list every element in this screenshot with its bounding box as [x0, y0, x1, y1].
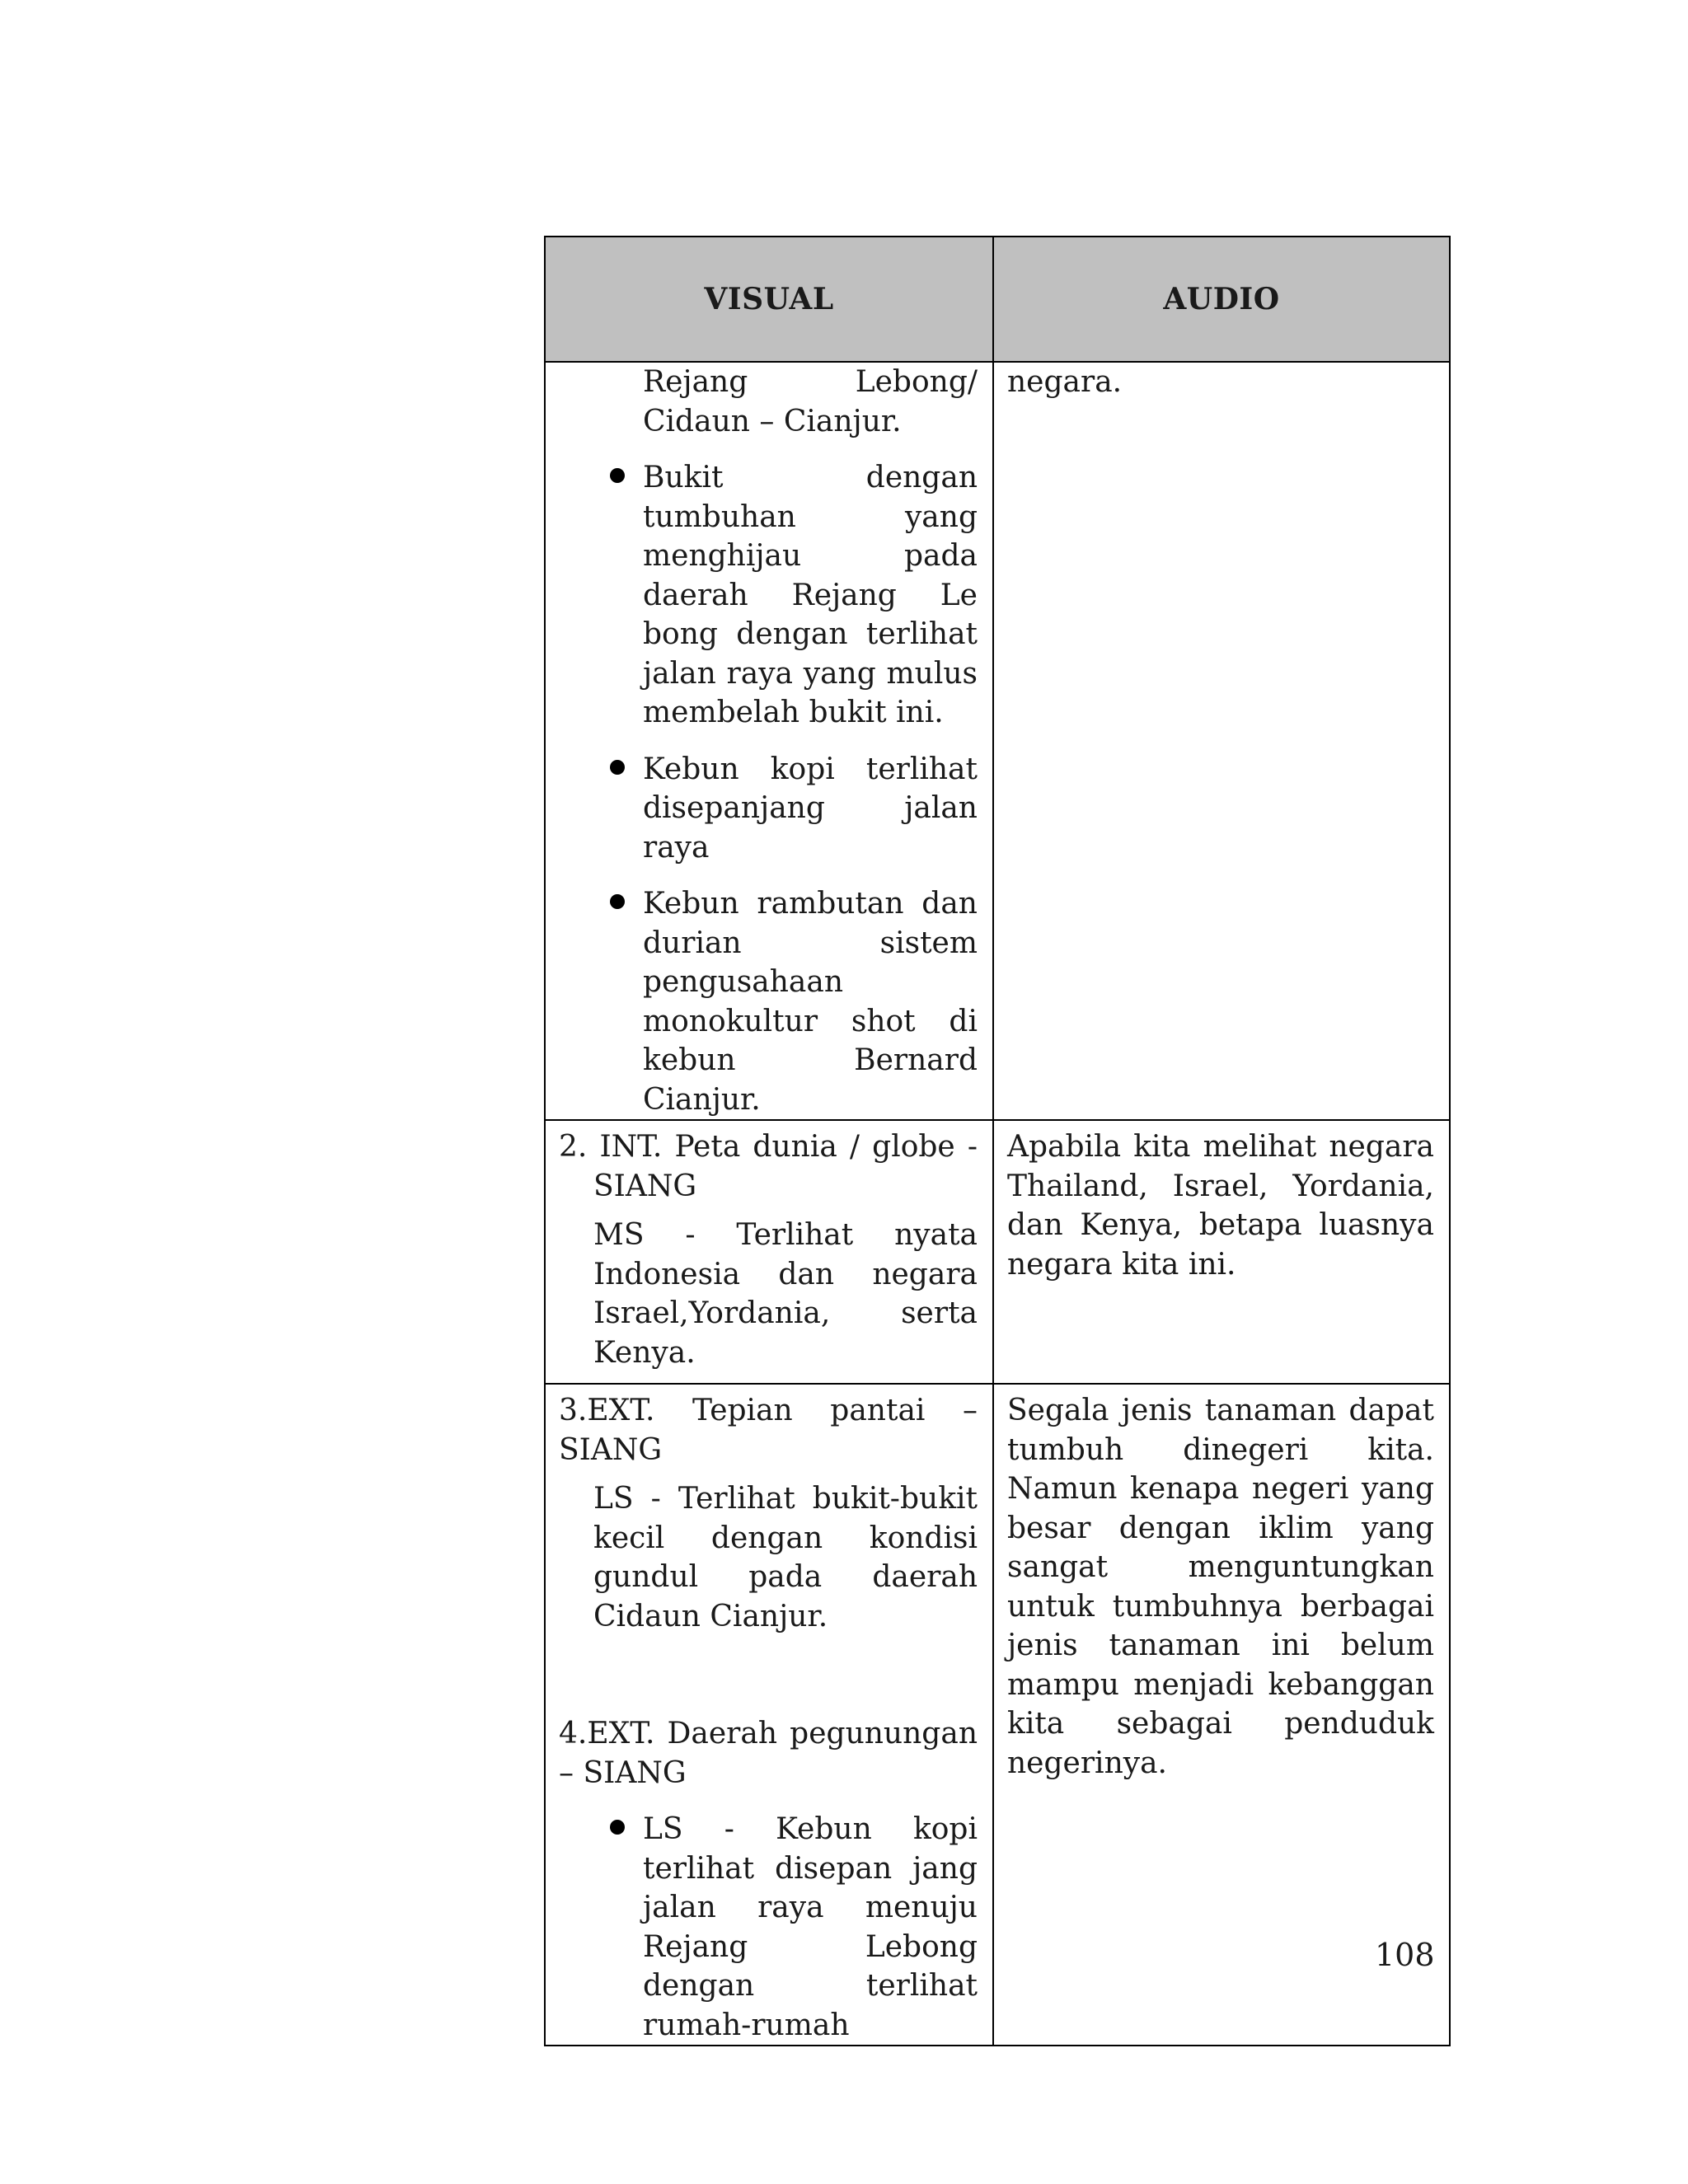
- bullet-text: Bukit dengan tumbuhan yang menghijau pada daerah Rejang Le bong dengan terlihat jalan raya yang mulus membelah bukit ini.: [643, 461, 978, 729]
- list-item: [559, 458, 978, 733]
- bullet-icon: [610, 760, 625, 775]
- bullet-icon: [610, 1820, 625, 1835]
- visual-column-header: VISUAL: [545, 237, 993, 362]
- visual-cell: [545, 362, 993, 1120]
- visual-bullet-list: [559, 1810, 978, 2045]
- table-row: [545, 362, 1450, 1120]
- list-item: [559, 1810, 978, 2045]
- audio-text: negara.: [1007, 365, 1123, 399]
- visual-bullet-list: [559, 458, 978, 1119]
- table-header-row: [545, 237, 1450, 362]
- scene-heading: 2. INT. Peta dunia / globe - SIANG: [559, 1130, 978, 1203]
- audio-cell: [993, 1120, 1450, 1384]
- scene-description: MS - Terlihat nyata Indonesia dan negara Israel,Yordania, serta Kenya.: [593, 1218, 978, 1370]
- bullet-icon: [610, 894, 625, 909]
- bullet-text: LS - Kebun kopi terlihat disepan jang jalan raya menuju Rejang Lebong dengan terlihat rumah-rumah: [643, 1812, 978, 2042]
- audio-text: Segala jenis tanaman dapat tumbuh dinegeri kita. Namun kenapa negeri yang besar dengan iklim yang sangat menguntungkan untuk tumbuhnya berbagai jenis tanaman ini belum mampu menjadi kebanggan kita sebagai penduduk negerinya.: [1007, 1394, 1434, 1780]
- visual-cell: [545, 1384, 993, 2046]
- bullet-icon: [610, 468, 625, 483]
- audio-text: Apabila kita melihat negara Thailand, Israel, Yordania, dan Kenya, betapa luasnya negara kita ini.: [1007, 1130, 1434, 1282]
- visual-lead-text: Rejang Lebong/ Cidaun – Cianjur.: [643, 365, 978, 438]
- audio-column-header: AUDIO: [993, 237, 1450, 362]
- table-row: [545, 1120, 1450, 1384]
- bullet-text: Kebun kopi terlihat disepanjang jalan raya: [643, 752, 978, 865]
- bullet-text: Kebun rambutan dan durian sistem pengusahaan monokultur shot di kebun Bernard Cianjur.: [643, 887, 978, 1117]
- list-item: [559, 750, 978, 868]
- visual-cell: [545, 1120, 993, 1384]
- scene-description: LS - Terlihat bukit-bukit kecil dengan kondisi gundul pada daerah Cidaun Cianjur.: [593, 1482, 978, 1633]
- table-row: [545, 1384, 1450, 2046]
- audio-cell: [993, 362, 1450, 1120]
- scene-heading: 4.EXT. Daerah pegunungan – SIANG: [559, 1717, 978, 1790]
- page-number: 108: [1375, 1937, 1435, 1973]
- scene-heading: 3.EXT. Tepian pantai – SIANG: [559, 1394, 978, 1467]
- shooting-script-table: [544, 236, 1451, 2046]
- list-item: [559, 884, 978, 1119]
